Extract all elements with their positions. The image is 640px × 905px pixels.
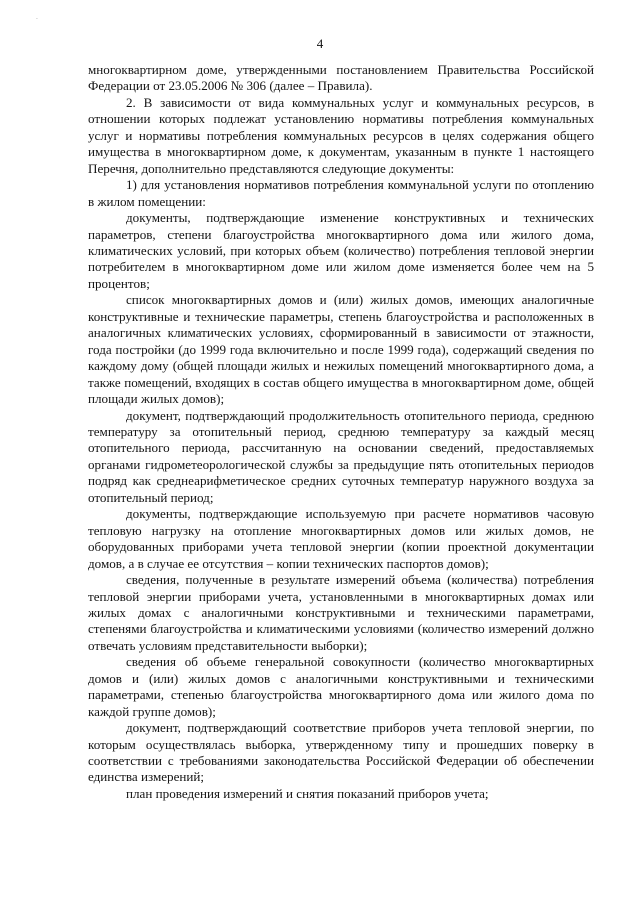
paragraph-heat-load: документы, подтверждающие используемую при расчете нормативов часовую тепловую нагрузку на отопление многоквартирных домов или жилых домов, не оборудованных приборами учета тепловой энергии (копии проектной документации домов, а в случае ее отсутствия – копии технических паспортов домов); [88,506,594,571]
paragraph-heating-period: документ, подтверждающий продолжительность отопительного периода, среднюю температуру за отопительный период, среднюю температуру за каждый месяц отопительного периода, рассчитанную на основании сведений, предоставляемых органами гидрометеорологической службы за предыдущие пять отопительных периодов подряд как среднеарифметическое средних суточных температур наружного воздуха за отопительный период; [88,407,594,505]
paragraph-population: сведения об объеме генеральной совокупности (количество многоквартирных домов и (или) жилых домов с аналогичными конструктивными и техническими параметрами, степенью благоустройства многоквартирного дома или жилого дома по каждой группе домов); [88,654,594,719]
paragraph-meter-compliance: документ, подтверждающий соответствие приборов учета тепловой энергии, по которым осуществлялась выборка, утвержденному типу и прошедших поверку в соответствии с требованиями законодательства Российской Федерации об обеспечении единства измерений; [88,720,594,785]
paragraph-continuation: многоквартирном доме, утвержденными постановлением Правительства Российской Федерации от 23.05.2006 № 306 (далее – Правила). [88,62,594,94]
paragraph-subitem-1: 1) для установления нормативов потребления коммунальной услуги по отоплению в жилом помещении: [88,177,594,209]
paragraph-item-2: 2. В зависимости от вида коммунальных услуг и коммунальных ресурсов, в отношении которых подлежат установлению нормативы потребления коммунальных услуг и нормативы потребления коммунальных ресурсов в целях содержания общего имущества в многоквартирном доме, к документам, указанным в пункте 1 настоящего Перечня, дополнительно представляются следующие документы: [88,94,594,176]
corner-mark: . [36,14,38,21]
document-body [88,62,594,802]
paragraph-measurement-plan: план проведения измерений и снятия показаний приборов учета; [126,785,489,801]
paragraph-documents-changes: документы, подтверждающие изменение конструктивных и технических параметров, степени благоустройства многоквартирного дома или жилого дома, климатических условий, при которых объем (количество) потребления тепловой энергии потребителем в многоквартирном доме или жилом доме изменяется более чем на 5 процентов; [88,210,594,291]
paragraph-measurements: сведения, полученные в результате измерений объема (количества) потребления тепловой энергии приборами учета, установленными в многоквартирных домах или жилых домах с аналогичными конструктивными и техническими параметрами, степенями благоустройства и климатическими условиями (количество измерений должно отвечать условиям представительности выборки); [88,572,594,653]
paragraph-house-list: список многоквартирных домов и (или) жилых домов, имеющих аналогичные конструктивные и технические параметры, степень благоустройства и расположенных в аналогичных климатических условиях, сформированный в зависимости от этажности, года постройки (до 1999 года включительно и после 1999 года), содержащий сведения по каждому дому (общей площади жилых и нежилых помещений многоквартирного дома, а также помещений, входящих в состав общего имущества в многоквартирном доме, общей площади жилых домов); [88,292,594,407]
page-number: 4 [316,36,324,51]
